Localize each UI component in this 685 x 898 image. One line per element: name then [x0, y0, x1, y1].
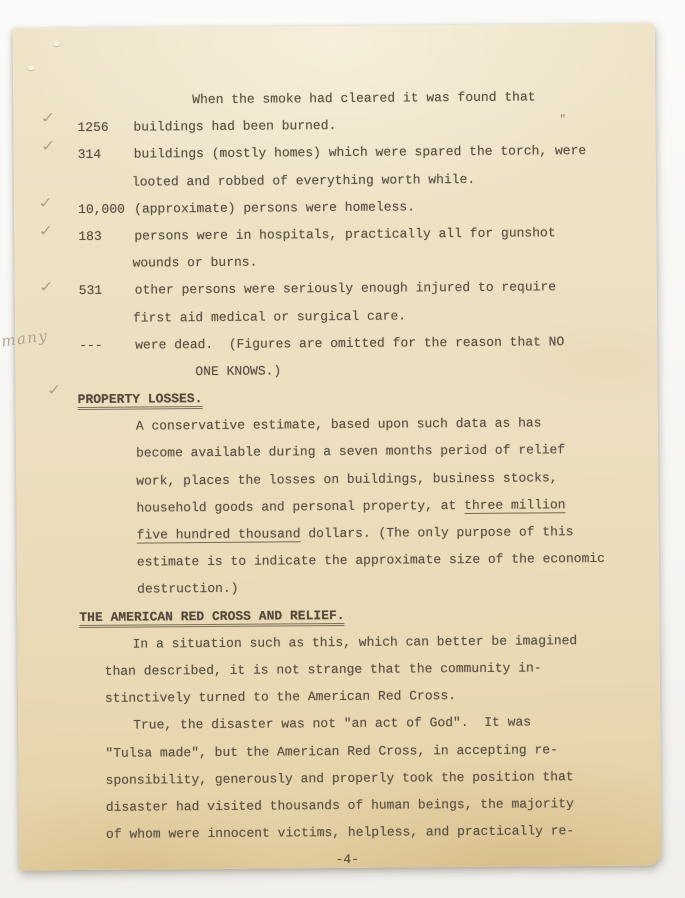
- typed-text: become available during a seven months period of relief: [135, 442, 566, 462]
- typed-line-cont: [132, 164, 656, 195]
- typed-text: "Tulsa made", but the American Red Cross, in accepting re-: [105, 741, 558, 761]
- stat-number: 1256: [77, 119, 109, 136]
- typed-line-para-a: [137, 545, 659, 576]
- typed-line-pagenum: [19, 844, 661, 876]
- typed-text: ONE KNOWS.): [195, 363, 282, 379]
- typed-line-para-b: [105, 681, 660, 713]
- typed-lines: [13, 82, 661, 875]
- typed-line-para-a: [136, 490, 658, 521]
- typed-line-para-b: [106, 817, 661, 849]
- stat-number: 10,000: [78, 201, 125, 217]
- typed-line-cont: [133, 300, 657, 331]
- typed-text: buildings had been burned.: [133, 118, 337, 135]
- typed-text: When the smoke had cleared it was found that: [192, 89, 536, 108]
- typed-text: buildings (mostly homes) which were spared the torch, were: [133, 143, 587, 162]
- typed-line-para-a: [137, 572, 659, 603]
- typed-text: sponsibility, generously and properly took the position that: [105, 768, 574, 788]
- typed-text: disaster had visited thousands of human beings, the majority: [105, 796, 574, 815]
- typed-text: were dead. (Figures are omitted for the reason that NO: [135, 333, 565, 353]
- typed-text: first aid medical or surgical care.: [132, 307, 407, 326]
- typed-line-para-b-first: [133, 708, 660, 739]
- typed-line-para-b: [105, 653, 660, 685]
- checkmark-531: ✓: [37, 278, 56, 297]
- typed-text: estimate is to indicate the approximate size of the economic: [136, 551, 606, 570]
- typed-text: destruction.): [137, 581, 239, 597]
- typed-text: THE AMERICAN RED CROSS AND RELIEF.: [79, 608, 344, 628]
- typed-text: wounds or burns.: [132, 254, 258, 271]
- handwritten-many: many: [0, 326, 50, 351]
- typed-text: looted and robbed of everything worth while.: [131, 171, 476, 190]
- typed-text: than described, it is not strange that the community in-: [104, 660, 542, 679]
- typed-text: household goods and personal property, at three million: [136, 497, 566, 516]
- typed-text: of whom were innocent victims, helpless, and practically re-: [105, 823, 575, 842]
- checkmark-183: ✓: [37, 222, 55, 241]
- typed-line-para-a: [137, 517, 659, 548]
- typed-text: stinctively turned to the American Red Cross.: [104, 688, 457, 706]
- stat-number: 531: [78, 283, 103, 299]
- scanned-page: [0, 23, 662, 870]
- typed-text: five hundred thousand dollars. (The only purpose of this: [136, 524, 574, 543]
- typed-text: persons were in hospitals, practically all for gunshot: [134, 225, 556, 244]
- stray-quote-mark: ": [559, 114, 567, 127]
- typed-text: True, the disaster was not "an act of God". It was: [133, 714, 532, 733]
- typed-text: work, places the losses on buildings, business stocks,: [136, 469, 558, 489]
- typed-line-para-b: [106, 789, 661, 821]
- typed-text: A conservative estimate, based upon such data as has: [135, 415, 542, 434]
- checkmark-property-losses: ✓: [45, 381, 64, 400]
- typed-text: (approximate) persons were homeless.: [134, 199, 416, 217]
- checkmark-10000: ✓: [37, 194, 55, 213]
- stat-number: 314: [77, 147, 102, 163]
- typed-line-para-a: [136, 409, 658, 440]
- paper-speck-1: [54, 41, 60, 46]
- paper-speck-2: [28, 65, 34, 70]
- typed-line-para-b: [105, 735, 660, 767]
- checkmark-314: ✓: [39, 137, 58, 156]
- typed-line-cont: [132, 246, 656, 277]
- typed-text: In a situation such as this, which can better be imagined: [132, 632, 578, 652]
- typed-line-intro: [192, 82, 655, 113]
- stat-number: ---: [79, 337, 103, 353]
- typed-line-para-b: [106, 762, 661, 794]
- typed-line-cont-center: [195, 354, 657, 385]
- stat-number: 183: [78, 228, 102, 244]
- typed-text: PROPERTY LOSSES.: [78, 391, 203, 410]
- typed-line-stat: [78, 137, 656, 169]
- typed-line-para-a: [136, 463, 658, 494]
- typed-text: -4-: [335, 852, 360, 868]
- typed-line-para-a: [136, 436, 658, 467]
- typed-text: other persons were seriously enough injured to require: [134, 279, 557, 298]
- typed-line-para-b-first: [132, 626, 659, 657]
- checkmark-1256: ✓: [39, 109, 58, 128]
